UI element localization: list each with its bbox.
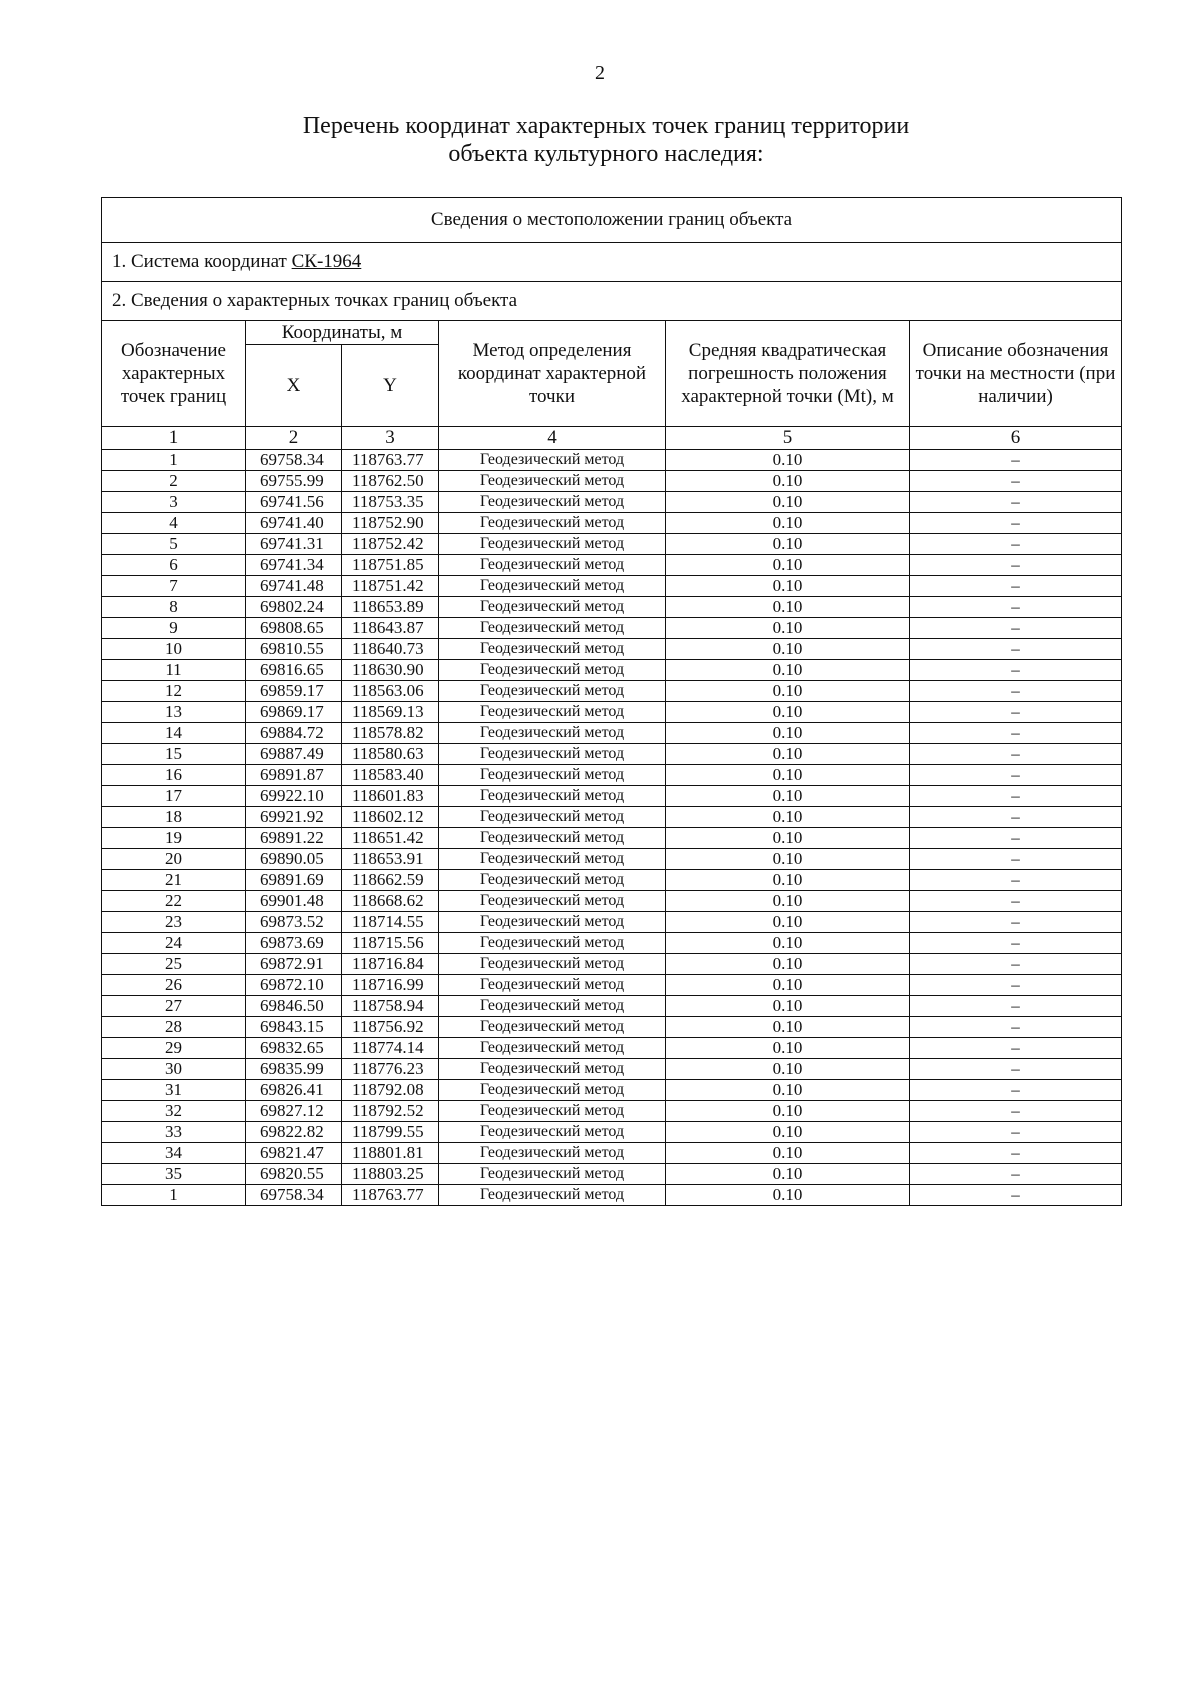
column-number: 4: [439, 427, 666, 450]
x-coordinate-cell: 69816.65: [246, 660, 342, 681]
description-cell: –: [910, 681, 1122, 702]
table-row: [102, 912, 1122, 933]
error-cell: 0.10: [666, 954, 910, 975]
error-cell: 0.10: [666, 576, 910, 597]
method-cell: Геодезический метод: [439, 1164, 666, 1185]
point-number-cell: 27: [102, 996, 246, 1017]
error-cell: 0.10: [666, 597, 910, 618]
description-cell: –: [910, 1059, 1122, 1080]
y-coordinate-cell: 118751.85: [342, 555, 439, 576]
point-number-cell: 33: [102, 1122, 246, 1143]
table-row: [102, 1143, 1122, 1164]
table-row: [102, 1038, 1122, 1059]
y-coordinate-cell: 118763.77: [342, 1185, 439, 1206]
error-cell: 0.10: [666, 786, 910, 807]
point-number-cell: 3: [102, 492, 246, 513]
col-header-method: Метод определения координат характерной точки: [439, 321, 666, 427]
method-cell: Геодезический метод: [439, 849, 666, 870]
description-cell: –: [910, 1038, 1122, 1059]
x-coordinate-cell: 69887.49: [246, 744, 342, 765]
y-coordinate-cell: 118715.56: [342, 933, 439, 954]
method-cell: Геодезический метод: [439, 618, 666, 639]
coordinate-system-value: СК-1964: [291, 251, 362, 272]
point-number-cell: 19: [102, 828, 246, 849]
description-cell: –: [910, 954, 1122, 975]
y-coordinate-cell: 118762.50: [342, 471, 439, 492]
y-coordinate-cell: 118578.82: [342, 723, 439, 744]
error-cell: 0.10: [666, 639, 910, 660]
description-cell: –: [910, 1122, 1122, 1143]
error-cell: 0.10: [666, 807, 910, 828]
table-row: [102, 786, 1122, 807]
x-coordinate-cell: 69884.72: [246, 723, 342, 744]
error-cell: 0.10: [666, 492, 910, 513]
point-number-cell: 25: [102, 954, 246, 975]
description-cell: –: [910, 786, 1122, 807]
point-number-cell: 31: [102, 1080, 246, 1101]
table-row: [102, 492, 1122, 513]
error-cell: 0.10: [666, 534, 910, 555]
error-cell: 0.10: [666, 450, 910, 471]
y-coordinate-cell: 118714.55: [342, 912, 439, 933]
method-cell: Геодезический метод: [439, 660, 666, 681]
error-cell: 0.10: [666, 1143, 910, 1164]
method-cell: Геодезический метод: [439, 1143, 666, 1164]
point-number-cell: 16: [102, 765, 246, 786]
x-coordinate-cell: 69832.65: [246, 1038, 342, 1059]
error-cell: 0.10: [666, 513, 910, 534]
description-cell: –: [910, 555, 1122, 576]
table-row: [102, 555, 1122, 576]
method-cell: Геодезический метод: [439, 1059, 666, 1080]
table-row: [102, 471, 1122, 492]
col-header-error: Средняя квадратическая погрешность положения характерной точки (Мt), м: [666, 321, 910, 427]
x-coordinate-cell: 69891.69: [246, 870, 342, 891]
point-number-cell: 9: [102, 618, 246, 639]
error-cell: 0.10: [666, 1038, 910, 1059]
error-cell: 0.10: [666, 1080, 910, 1101]
col-header-description: Описание обозначения точки на местности (при наличии): [910, 321, 1122, 427]
description-cell: –: [910, 975, 1122, 996]
point-number-cell: 20: [102, 849, 246, 870]
error-cell: 0.10: [666, 828, 910, 849]
method-cell: Геодезический метод: [439, 471, 666, 492]
method-cell: Геодезический метод: [439, 975, 666, 996]
table-row: [102, 660, 1122, 681]
description-cell: –: [910, 1185, 1122, 1206]
y-coordinate-cell: 118756.92: [342, 1017, 439, 1038]
point-number-cell: 22: [102, 891, 246, 912]
point-number-cell: 15: [102, 744, 246, 765]
method-cell: Геодезический метод: [439, 1080, 666, 1101]
table-row: [102, 1164, 1122, 1185]
table-row: [102, 870, 1122, 891]
table-row: [102, 1017, 1122, 1038]
method-cell: Геодезический метод: [439, 744, 666, 765]
point-number-cell: 8: [102, 597, 246, 618]
table-row: [102, 534, 1122, 555]
x-coordinate-cell: 69873.52: [246, 912, 342, 933]
table-row: [102, 576, 1122, 597]
table-row: [102, 954, 1122, 975]
col-header-coordinates: Координаты, м: [246, 321, 439, 345]
description-cell: –: [910, 660, 1122, 681]
x-coordinate-cell: 69758.34: [246, 1185, 342, 1206]
x-coordinate-cell: 69741.34: [246, 555, 342, 576]
error-cell: 0.10: [666, 765, 910, 786]
y-coordinate-cell: 118801.81: [342, 1143, 439, 1164]
points-section-label: 2. Сведения о характерных точках границ объекта: [102, 282, 1122, 321]
point-number-cell: 4: [102, 513, 246, 534]
method-cell: Геодезический метод: [439, 450, 666, 471]
method-cell: Геодезический метод: [439, 933, 666, 954]
point-number-cell: 29: [102, 1038, 246, 1059]
error-cell: 0.10: [666, 471, 910, 492]
y-coordinate-cell: 118799.55: [342, 1122, 439, 1143]
description-cell: –: [910, 513, 1122, 534]
table-row: [102, 849, 1122, 870]
x-coordinate-cell: 69755.99: [246, 471, 342, 492]
error-cell: 0.10: [666, 723, 910, 744]
x-coordinate-cell: 69802.24: [246, 597, 342, 618]
error-cell: 0.10: [666, 1101, 910, 1122]
point-number-cell: 11: [102, 660, 246, 681]
table-row: [102, 1122, 1122, 1143]
error-cell: 0.10: [666, 1122, 910, 1143]
error-cell: 0.10: [666, 912, 910, 933]
y-coordinate-cell: 118602.12: [342, 807, 439, 828]
point-number-cell: 17: [102, 786, 246, 807]
error-cell: 0.10: [666, 933, 910, 954]
description-cell: –: [910, 597, 1122, 618]
method-cell: Геодезический метод: [439, 576, 666, 597]
y-coordinate-cell: 118752.90: [342, 513, 439, 534]
error-cell: 0.10: [666, 891, 910, 912]
description-cell: –: [910, 891, 1122, 912]
description-cell: –: [910, 912, 1122, 933]
y-coordinate-cell: 118601.83: [342, 786, 439, 807]
error-cell: 0.10: [666, 618, 910, 639]
method-cell: Геодезический метод: [439, 681, 666, 702]
y-coordinate-cell: 118640.73: [342, 639, 439, 660]
y-coordinate-cell: 118653.91: [342, 849, 439, 870]
description-cell: –: [910, 996, 1122, 1017]
x-coordinate-cell: 69901.48: [246, 891, 342, 912]
method-cell: Геодезический метод: [439, 1122, 666, 1143]
point-number-cell: 18: [102, 807, 246, 828]
y-coordinate-cell: 118758.94: [342, 996, 439, 1017]
title-line-1: Перечень координат характерных точек границ территории: [302, 113, 910, 139]
y-coordinate-cell: 118653.89: [342, 597, 439, 618]
point-number-cell: 30: [102, 1059, 246, 1080]
table-row: [102, 1101, 1122, 1122]
y-coordinate-cell: 118662.59: [342, 870, 439, 891]
y-coordinate-cell: 118651.42: [342, 828, 439, 849]
point-number-cell: 24: [102, 933, 246, 954]
error-cell: 0.10: [666, 681, 910, 702]
y-coordinate-cell: 118792.52: [342, 1101, 439, 1122]
table-row: [102, 618, 1122, 639]
error-cell: 0.10: [666, 1059, 910, 1080]
y-coordinate-cell: 118580.63: [342, 744, 439, 765]
description-cell: –: [910, 1101, 1122, 1122]
y-coordinate-cell: 118630.90: [342, 660, 439, 681]
x-coordinate-cell: 69808.65: [246, 618, 342, 639]
description-cell: –: [910, 807, 1122, 828]
method-cell: Геодезический метод: [439, 807, 666, 828]
section-title: Сведения о местоположении границ объекта: [102, 198, 1122, 243]
y-coordinate-cell: 118776.23: [342, 1059, 439, 1080]
method-cell: Геодезический метод: [439, 639, 666, 660]
column-number-row: [102, 427, 1122, 450]
y-coordinate-cell: 118774.14: [342, 1038, 439, 1059]
description-cell: –: [910, 534, 1122, 555]
coordinates-table: [101, 197, 1122, 1206]
table-row: [102, 933, 1122, 954]
method-cell: Геодезический метод: [439, 1185, 666, 1206]
point-number-cell: 6: [102, 555, 246, 576]
x-coordinate-cell: 69846.50: [246, 996, 342, 1017]
error-cell: 0.10: [666, 1164, 910, 1185]
method-cell: Геодезический метод: [439, 555, 666, 576]
x-coordinate-cell: 69822.82: [246, 1122, 342, 1143]
description-cell: –: [910, 576, 1122, 597]
table-row: [102, 807, 1122, 828]
point-number-cell: 2: [102, 471, 246, 492]
y-coordinate-cell: 118583.40: [342, 765, 439, 786]
y-coordinate-cell: 118716.99: [342, 975, 439, 996]
description-cell: –: [910, 618, 1122, 639]
method-cell: Геодезический метод: [439, 870, 666, 891]
point-number-cell: 14: [102, 723, 246, 744]
description-cell: –: [910, 828, 1122, 849]
point-number-cell: 7: [102, 576, 246, 597]
error-cell: 0.10: [666, 744, 910, 765]
x-coordinate-cell: 69827.12: [246, 1101, 342, 1122]
x-coordinate-cell: 69891.87: [246, 765, 342, 786]
description-cell: –: [910, 492, 1122, 513]
method-cell: Геодезический метод: [439, 891, 666, 912]
point-number-cell: 23: [102, 912, 246, 933]
error-cell: 0.10: [666, 849, 910, 870]
description-cell: –: [910, 1017, 1122, 1038]
description-cell: –: [910, 1143, 1122, 1164]
y-coordinate-cell: 118763.77: [342, 450, 439, 471]
point-number-cell: 32: [102, 1101, 246, 1122]
x-coordinate-cell: 69872.10: [246, 975, 342, 996]
method-cell: Геодезический метод: [439, 597, 666, 618]
method-cell: Геодезический метод: [439, 786, 666, 807]
method-cell: Геодезический метод: [439, 702, 666, 723]
point-number-cell: 13: [102, 702, 246, 723]
y-coordinate-cell: 118803.25: [342, 1164, 439, 1185]
point-number-cell: 35: [102, 1164, 246, 1185]
table-row: [102, 597, 1122, 618]
page-title: [0, 112, 1200, 168]
title-line-2: объекта культурного наследия:: [448, 141, 764, 167]
column-number: 3: [342, 427, 439, 450]
error-cell: 0.10: [666, 870, 910, 891]
description-cell: –: [910, 639, 1122, 660]
error-cell: 0.10: [666, 555, 910, 576]
y-coordinate-cell: 118751.42: [342, 576, 439, 597]
point-number-cell: 10: [102, 639, 246, 660]
x-coordinate-cell: 69821.47: [246, 1143, 342, 1164]
table-row: [102, 975, 1122, 996]
description-cell: –: [910, 723, 1122, 744]
table-row: [102, 450, 1122, 471]
point-number-cell: 12: [102, 681, 246, 702]
description-cell: –: [910, 702, 1122, 723]
error-cell: 0.10: [666, 996, 910, 1017]
method-cell: Геодезический метод: [439, 828, 666, 849]
x-coordinate-cell: 69859.17: [246, 681, 342, 702]
error-cell: 0.10: [666, 975, 910, 996]
x-coordinate-cell: 69741.56: [246, 492, 342, 513]
coordinate-system-label: 1. Система координат: [112, 251, 292, 272]
x-coordinate-cell: 69741.40: [246, 513, 342, 534]
y-coordinate-cell: 118752.42: [342, 534, 439, 555]
page-number: 2: [595, 62, 605, 84]
method-cell: Геодезический метод: [439, 723, 666, 744]
y-coordinate-cell: 118643.87: [342, 618, 439, 639]
col-header-y: Y: [342, 345, 439, 427]
description-cell: –: [910, 870, 1122, 891]
y-coordinate-cell: 118569.13: [342, 702, 439, 723]
x-coordinate-cell: 69741.31: [246, 534, 342, 555]
column-number: 2: [246, 427, 342, 450]
y-coordinate-cell: 118753.35: [342, 492, 439, 513]
x-coordinate-cell: 69758.34: [246, 450, 342, 471]
point-number-cell: 34: [102, 1143, 246, 1164]
y-coordinate-cell: 118668.62: [342, 891, 439, 912]
column-number: 1: [102, 427, 246, 450]
description-cell: –: [910, 471, 1122, 492]
description-cell: –: [910, 933, 1122, 954]
description-cell: –: [910, 765, 1122, 786]
description-cell: –: [910, 450, 1122, 471]
error-cell: 0.10: [666, 1017, 910, 1038]
x-coordinate-cell: 69820.55: [246, 1164, 342, 1185]
coordinate-system: [102, 243, 1122, 282]
method-cell: Геодезический метод: [439, 954, 666, 975]
method-cell: Геодезический метод: [439, 1038, 666, 1059]
method-cell: Геодезический метод: [439, 513, 666, 534]
table-row: [102, 702, 1122, 723]
point-number-cell: 28: [102, 1017, 246, 1038]
description-cell: –: [910, 744, 1122, 765]
x-coordinate-cell: 69922.10: [246, 786, 342, 807]
column-number: 5: [666, 427, 910, 450]
y-coordinate-cell: 118716.84: [342, 954, 439, 975]
method-cell: Геодезический метод: [439, 492, 666, 513]
point-number-cell: 21: [102, 870, 246, 891]
x-coordinate-cell: 69873.69: [246, 933, 342, 954]
x-coordinate-cell: 69835.99: [246, 1059, 342, 1080]
table-row: [102, 1059, 1122, 1080]
description-cell: –: [910, 1080, 1122, 1101]
point-number-cell: 5: [102, 534, 246, 555]
y-coordinate-cell: 118792.08: [342, 1080, 439, 1101]
point-number-cell: 1: [102, 1185, 246, 1206]
table-row: [102, 828, 1122, 849]
error-cell: 0.10: [666, 1185, 910, 1206]
table-row: [102, 639, 1122, 660]
description-cell: –: [910, 849, 1122, 870]
table-row: [102, 996, 1122, 1017]
method-cell: Геодезический метод: [439, 765, 666, 786]
x-coordinate-cell: 69810.55: [246, 639, 342, 660]
x-coordinate-cell: 69891.22: [246, 828, 342, 849]
x-coordinate-cell: 69843.15: [246, 1017, 342, 1038]
x-coordinate-cell: 69741.48: [246, 576, 342, 597]
x-coordinate-cell: 69872.91: [246, 954, 342, 975]
error-cell: 0.10: [666, 702, 910, 723]
col-header-point: Обозначение характерных точек границ: [102, 321, 246, 427]
table-row: [102, 1080, 1122, 1101]
x-coordinate-cell: 69890.05: [246, 849, 342, 870]
method-cell: Геодезический метод: [439, 996, 666, 1017]
column-number: 6: [910, 427, 1122, 450]
error-cell: 0.10: [666, 660, 910, 681]
point-number-cell: 1: [102, 450, 246, 471]
table-row: [102, 891, 1122, 912]
table-row: [102, 513, 1122, 534]
method-cell: Геодезический метод: [439, 1101, 666, 1122]
description-cell: –: [910, 1164, 1122, 1185]
x-coordinate-cell: 69869.17: [246, 702, 342, 723]
table-row: [102, 723, 1122, 744]
table-row: [102, 681, 1122, 702]
table-row: [102, 744, 1122, 765]
x-coordinate-cell: 69921.92: [246, 807, 342, 828]
point-number-cell: 26: [102, 975, 246, 996]
y-coordinate-cell: 118563.06: [342, 681, 439, 702]
table-row: [102, 1185, 1122, 1206]
x-coordinate-cell: 69826.41: [246, 1080, 342, 1101]
method-cell: Геодезический метод: [439, 1017, 666, 1038]
col-header-x: X: [246, 345, 342, 427]
method-cell: Геодезический метод: [439, 912, 666, 933]
method-cell: Геодезический метод: [439, 534, 666, 555]
table-row: [102, 765, 1122, 786]
